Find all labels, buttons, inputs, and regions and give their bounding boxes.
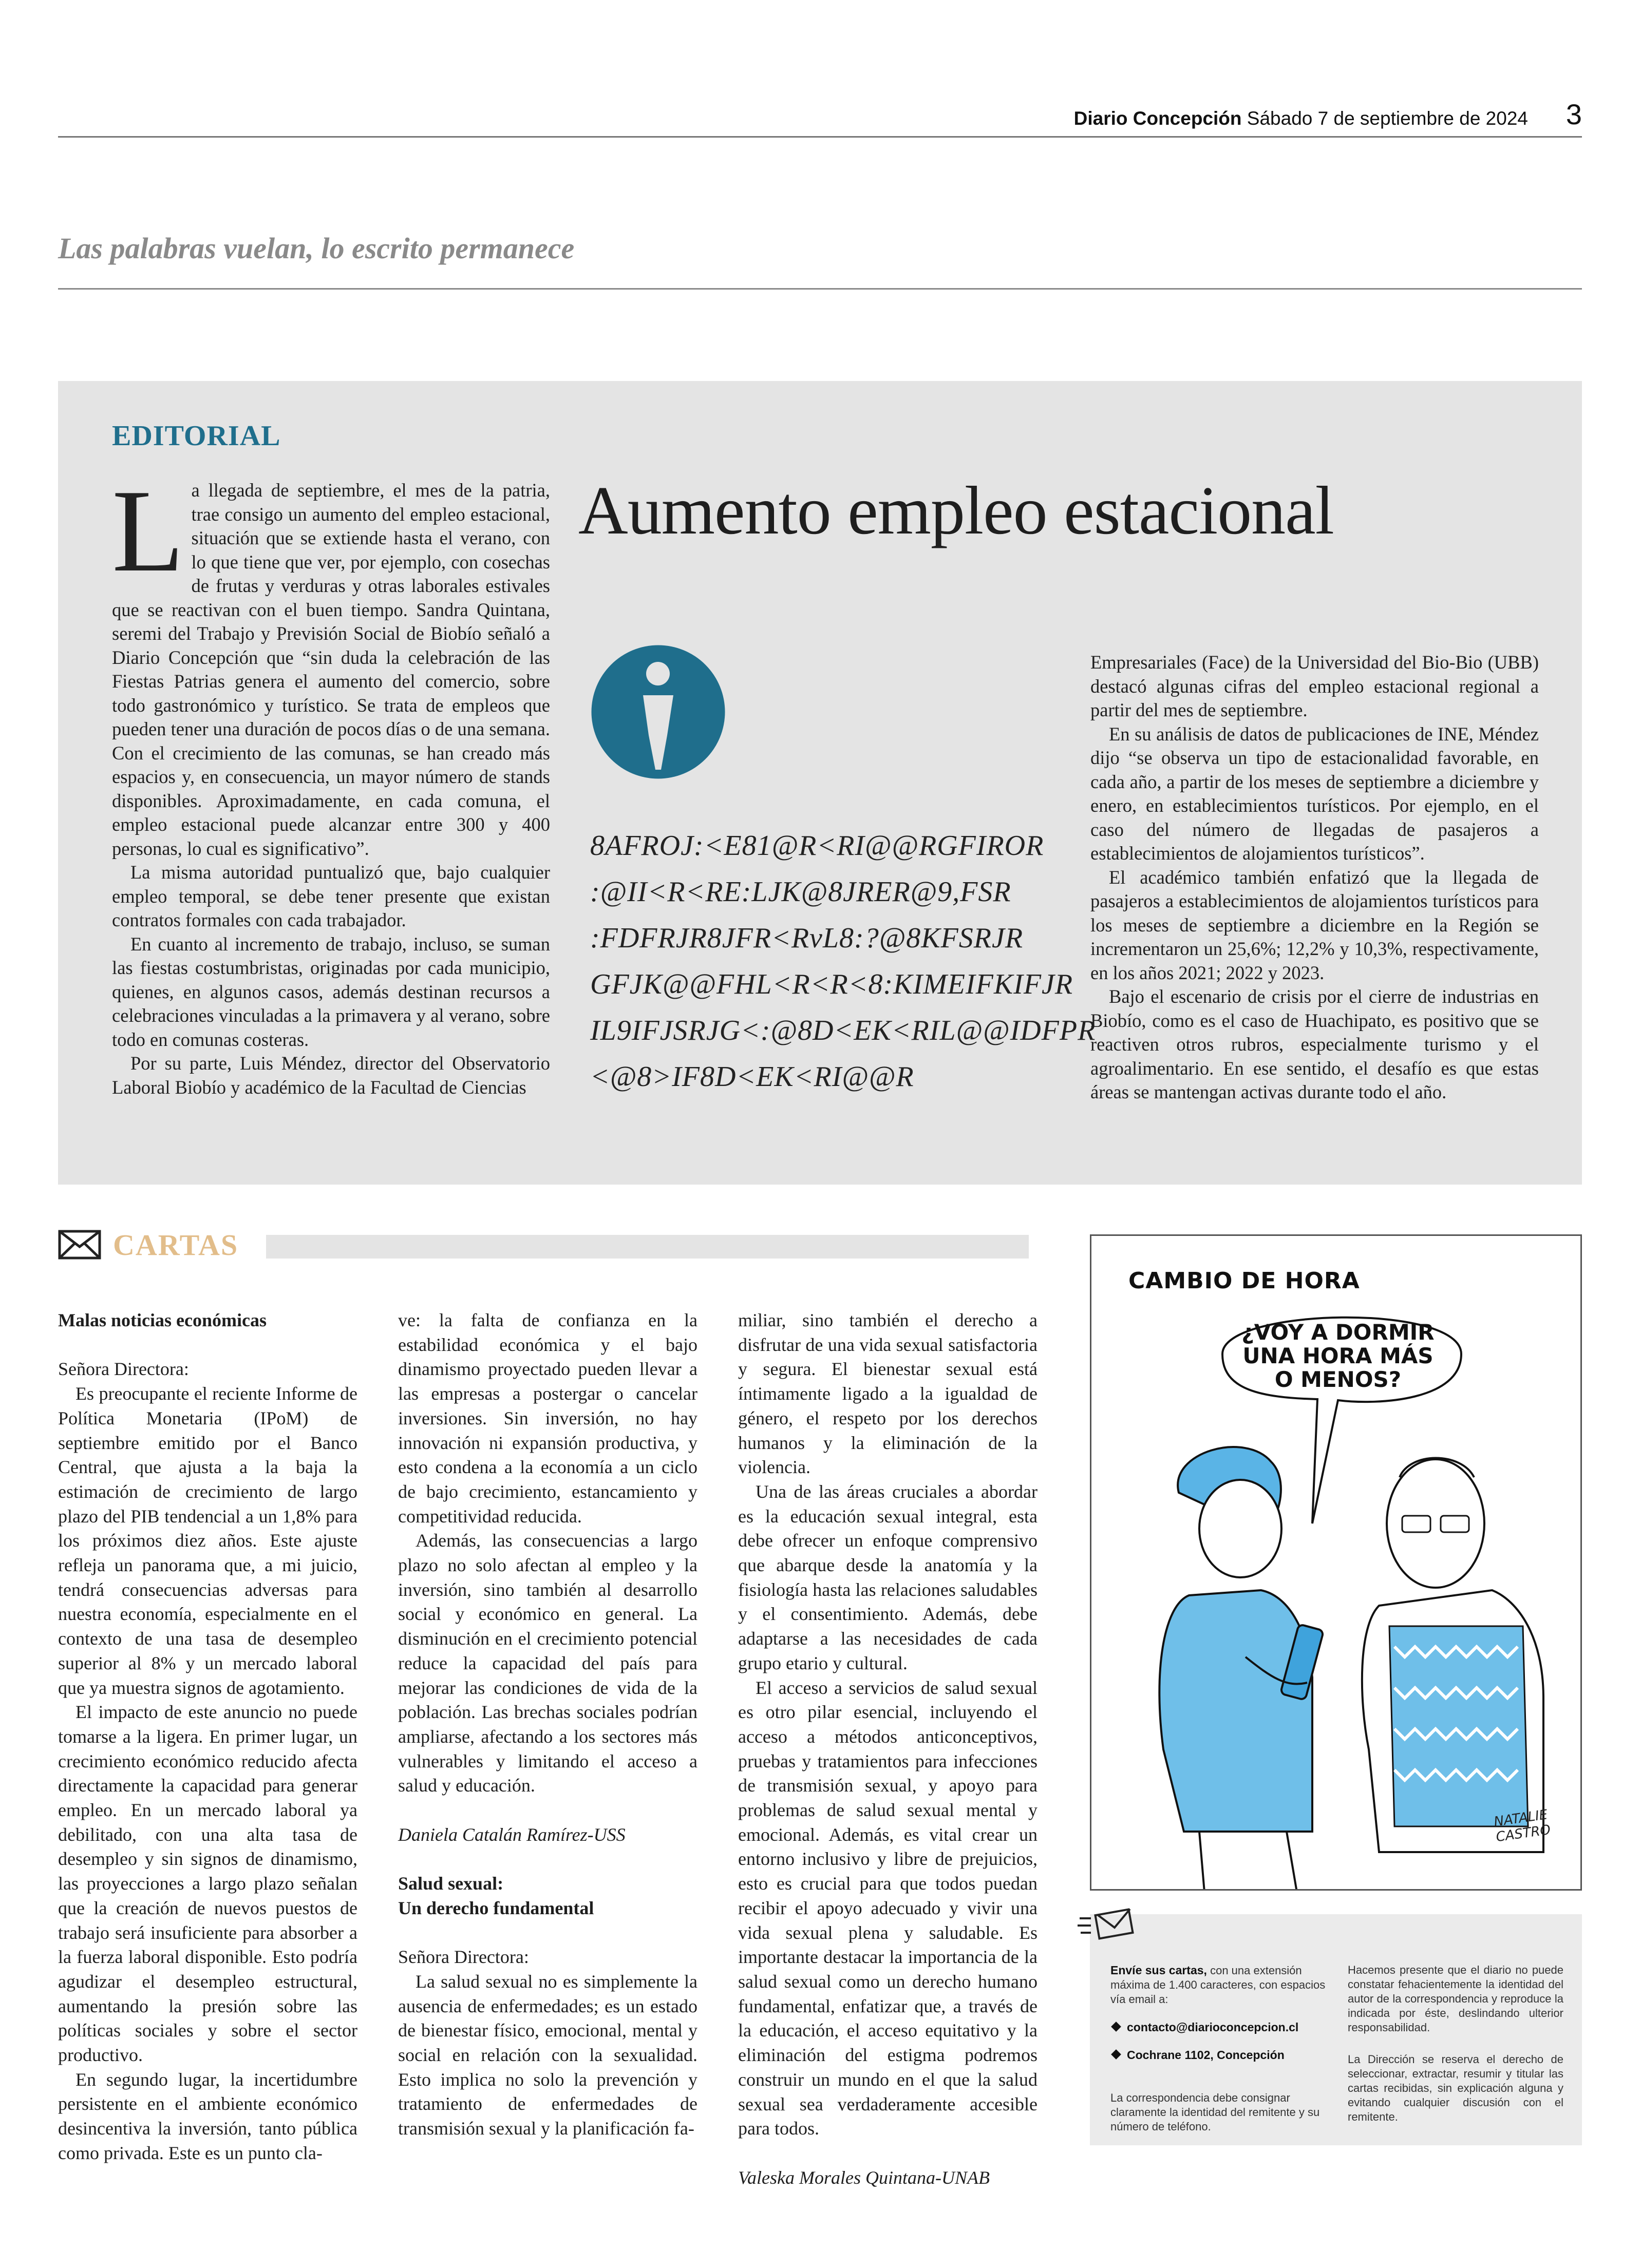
letter-paragraph: Una de las áreas cruciales a abordar es la educación sexual integral, esta debe ofrecer un enfoque comprensivo que abarque desde la anatomía y la fisiología hasta las relaciones saludables y el consentimiento. Además, debe adaptarse a las necesidades de cada grupo etario y cultural. [738, 1481, 1038, 1673]
spacer [58, 1333, 357, 1358]
letter-title: Un derecho fundamental [398, 1897, 594, 1918]
editorial-paragraph: Empresariales (Face) de la Universidad del Bio-Bio (UBB) destacó algunas cifras del empleo estacional regional a partir del mes de septiembre. [1090, 652, 1539, 720]
spacer [398, 1847, 697, 1872]
masthead [58, 98, 1582, 138]
editorial-paragraph: Por su parte, Luis Méndez, director del Observatorio Laboral Biobío y académico de la Facultad de Ciencias [112, 1053, 550, 1098]
cartas-label: CARTAS [113, 1228, 239, 1262]
publication-name: Diario Concepción [1073, 108, 1242, 129]
letter-paragraph: Es preocupante el reciente Informe de Política Monetaria (IPoM) de septiembre emitido por el Banco Central, que ajusta a la baja la estimación de crecimiento de largo plazo del PIB tendencial a un 1,8% para los próximos diez años. Este ajuste refleja un panorama que, a mi juicio, tendrá consecuencias adversas para nuestra economía, especialmente en el contexto de una tasa de desempleo superior al 8% y un mercado laboral que ya muestra signos de agotamiento. [58, 1383, 357, 1698]
pull-quote-line: 8AFROJ:<E81@R<RI@@RGFIROR [590, 830, 1044, 862]
disclaimer-paragraph: Hacemos presente que el diario no puede constatar fehacientemente la identidad del autor de la correspondencia y reproduce la indicada por éste, deslindando ulterior responsabilidad. [1348, 1964, 1563, 2034]
header-rule [58, 136, 1582, 138]
contact-intro: Envíe sus cartas, con una extensión máxima de 1.400 caracteres, con espacios vía email a: [1110, 1964, 1326, 2006]
cartoon-artist-signature: NATALIE CASTRO [1493, 1807, 1552, 1845]
cartas-header-bar [266, 1235, 1029, 1259]
pull-quote [590, 823, 1096, 1100]
letter-paragraph: Además, las consecuencias a largo plazo no solo afectan al empleo y la inversión, sino también al desarrollo social y económico en general. La disminución en el crecimiento potencial reduce la capacidad del país para mejorar las condiciones de vida de la población. Las brechas sociales podrían ampliarse, afectando a los sectores más vulnerables y limitando el acceso a salud y educación. [398, 1530, 697, 1796]
cartoon-speech-text: ¿VOY A DORMIR UNA HORA MÁS O MENOS? [1241, 1320, 1435, 1392]
letter-signature: Valeska Morales Quintana-UNAB [738, 2167, 990, 2188]
pull-quote-line: IL9IFJSRJG<:@8D<EK<RIL@@IDFPR [590, 1015, 1096, 1046]
contact-address: Cochrane 1102, Concepción [1110, 2048, 1331, 2062]
letters-column [738, 1308, 1038, 2190]
drop-cap: L [112, 465, 184, 596]
editorial-headline: Aumento empleo estacional [578, 472, 1334, 548]
letter-paragraph: El impacto de este anuncio no puede tomarse a la ligera. En primer lugar, un crecimiento económico reducido afecta directamente la capacidad para generar empleo. En un mercado laboral ya debilitado, con una alta tasa de desempleo y sin signos de dinamismo, las proyecciones a largo plazo señalan que la creación de nuevos puestos de trabajo será insuficiente para absorber a la fuerza laboral disponible. Esto podría agudizar el desempleo estructural, aumentando la presión sobre las políticas sociales y sobre el sector productivo. [58, 1702, 357, 2066]
letters-column [398, 1308, 697, 2141]
letter-paragraph: miliar, sino también el derecho a disfrutar de una vida sexual satisfactoria y segura. El bienestar sexual está íntimamente ligado a la igualdad de género, el respeto por los derechos humanos y la eliminación de la violencia. [738, 1310, 1038, 1478]
motto-rule [58, 288, 1582, 290]
letter-paragraph: ve: la falta de confianza en la estabilidad económica y el bajo dinamismo proyectado pueden llevar a las empresas a postergar o cancelar inversiones. Sin inversión, no hay innovación ni expansión productiva, y esto condena a la economía a un ciclo de bajo crecimiento, estancamiento y competitividad reducida. [398, 1310, 697, 1527]
letter-paragraph: La salud sexual no es simplemente la ausencia de enfermedades; es un estado de bienestar físico, emocional, mental y social en relación con la sexualidad. Esto implica no solo la prevención y tratamiento de enfermedades de transmisión sexual y la planificación fa- [398, 1971, 697, 2139]
section-motto: Las palabras vuelan, lo escrito permanece [58, 232, 575, 265]
spacer [398, 1921, 697, 1946]
diamond-bullet-icon [1111, 2022, 1121, 2032]
editorial-paragraph: La llegada de septiembre, el mes de la patria, trae consigo un aumento del empleo estacional, situación que se extiende hasta el verano, con lo que tiene que ver, por ejemplo, con cosechas de frutas y verduras y otras laborales estivales que se reactivan con el buen tiempo. Sandra Quintana, seremi del Trabajo y Previsión Social de Biobío señaló a Diario Concepción que “sin duda la celebración de las Fiestas Patrias genera el aumento del comercio, sobre todo gastronómico y turístico. Se trata de empleos que pueden tener una duración de pocos días o de una semana. Con el crecimiento de las comunas, se han creado más espacios y, en consecuencia, un mayor número de stands disponibles. Aproximadamente, en cada comuna, el empleo estacional puede alcanzar entre 300 y 400 personas, lo cual es significativo”. [112, 465, 550, 859]
contact-box [1090, 1914, 1582, 2145]
editorial-column-left [112, 465, 550, 1099]
pull-quote-line: <@8>IF8D<EK<RI@@R [590, 1061, 914, 1093]
letter-salutation: Señora Directora: [58, 1359, 189, 1380]
contact-note: La correspondencia debe consignar claramente la identidad del remitente y su número de teléfono. [1110, 2091, 1320, 2133]
editorial-box [58, 381, 1582, 1185]
publication-date-line [1074, 108, 1528, 129]
pull-quote-line: :@II<R<RE:LJK@8JRER@9,FSR [590, 876, 1011, 908]
editorial-paragraph: El académico también enfatizó que la llegada de pasajeros a establecimientos de alojamientos turísticos para los meses de septiembre a diciembre en la Región se incrementaron un 25,6%; 12,2% y 10,3%, respectivamente, en los años 2021; 2022 y 2023. [1090, 866, 1539, 983]
cartas-header [58, 1227, 1029, 1263]
editorial-label: EDITORIAL [112, 420, 281, 452]
letter-signature: Daniela Catalán Ramírez-USS [398, 1824, 626, 1845]
letter-paragraph: El acceso a servicios de salud sexual es otro pilar esencial, incluyendo el acceso a métodos anticonceptivos, pruebas y tratamientos para infecciones de transmisión sexual, y apoyo para problemas de salud sexual mental y emocional. Además, es vital crear un entorno inclusivo y libre de prejuicios, esto es crucial para que todos puedan recibir el apoyo adecuado y vivir una vida sexual plena y saludable. Es importante destacar la importancia de la salud sexual como un derecho humano fundamental, enfatizar que, a través de la educación, el acceso equitativo y la eliminación del estigma podremos construir un mundo en el que la salud sexual sea verdaderamente accesible para todos. [738, 1677, 1038, 2139]
letter-title: Salud sexual: [398, 1873, 504, 1894]
pull-quote-line: GFJK@@FHL<R<R<8:KIMEIFKIFJR [590, 968, 1073, 1000]
cartoon-title: CAMBIO DE HORA [1128, 1268, 1360, 1294]
page-number: 3 [1565, 98, 1582, 130]
letter-title: Malas noticias económicas [58, 1310, 267, 1330]
envelope-icon [58, 1230, 101, 1260]
disclaimer-paragraph: La Dirección se reserva el derecho de seleccionar, extractar, resumir y titular las cartas recibidas, sin explicación alguna y evitando cualquier discusión con el remitente. [1348, 2053, 1563, 2123]
spacer [398, 1798, 697, 1823]
spacer [738, 2141, 1038, 2166]
letter-salutation: Señora Directora: [398, 1947, 529, 1968]
editorial-paragraph: Bajo el escenario de crisis por el cierre de industrias en Biobío, como es el caso de Huachipato, es positivo que se reactiven otros rubros, especialmente turismo y el agroalimentario. En ese sentido, el desafío es que estas áreas se mantengan activas durante todo el año. [1090, 986, 1539, 1102]
contact-disclaimer [1348, 1963, 1563, 2124]
letter-paragraph: En segundo lugar, la incertidumbre persistente en el ambiente económico desincentiva la inversión, tanto pública como privada. Este es un punto cla- [58, 2069, 357, 2163]
envelope-icon [1076, 1903, 1137, 1944]
issue-date: Sábado 7 de septiembre de 2024 [1247, 108, 1528, 129]
editorial-paragraph: La misma autoridad puntualizó que, bajo cualquier empleo temporal, se debe tener presente que existan contratos formales con cada trabajador. [112, 862, 550, 930]
contact-instructions [1110, 1963, 1331, 2134]
editorial-paragraph: En su análisis de datos de publicaciones de INE, Méndez dijo “se observa un tipo de estacionalidad favorable, en cada año, a partir de los meses de septiembre a diciembre y enero, en establecimientos turísticos. Por ejemplo, en el caso del número de llegadas de pasajeros a establecimientos de alojamientos turísticos”. [1090, 723, 1539, 864]
info-icon [590, 644, 726, 780]
diamond-bullet-icon [1111, 2049, 1121, 2060]
pull-quote-line: :FDFRJR8JFR<RvL8:?@8KFSRJR [590, 922, 1024, 954]
cartoon-panel [1090, 1234, 1582, 1891]
editorial-column-right [1090, 651, 1539, 1104]
contact-email[interactable]: contacto@diarioconcepcion.cl [1110, 2020, 1331, 2034]
editorial-paragraph: En cuanto al incremento de trabajo, incluso, se suman las fiestas costumbristas, originadas por cada municipio, quienes, en algunos casos, además destinan recursos a celebraciones vinculadas a la primavera y al verano, sobre todo en comunas costeras. [112, 933, 550, 1050]
letters-column [58, 1308, 357, 2166]
